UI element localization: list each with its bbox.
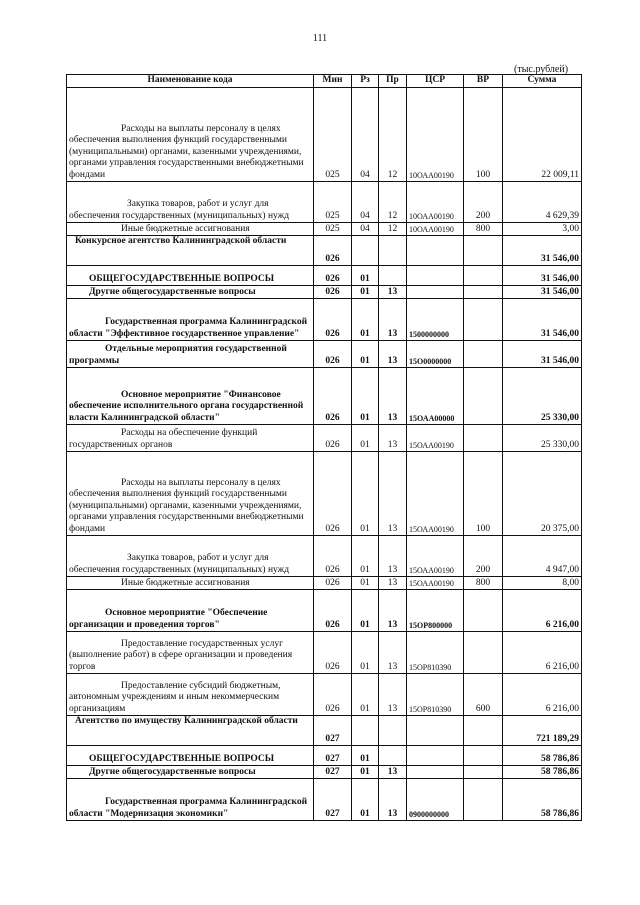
row-sum: 6 216,00 (503, 632, 582, 674)
row-pr: 13 (379, 766, 407, 779)
row-name: Другие общегосударственные вопросы (67, 766, 314, 779)
row-vr: 100 (464, 88, 503, 182)
table-row (67, 236, 582, 266)
row-vr (464, 299, 503, 341)
row-vr (464, 766, 503, 779)
row-name: Иные бюджетные ассигнования (67, 577, 314, 590)
row-name: ОБЩЕГОСУДАРСТВЕННЫЕ ВОПРОСЫ (67, 746, 314, 766)
row-rz: 01 (352, 425, 379, 452)
row-min: 026 (314, 577, 352, 590)
row-vr (464, 716, 503, 746)
row-csr: 15ОР810390 (407, 632, 464, 674)
row-sum: 20 375,00 (503, 452, 582, 536)
row-pr: 13 (379, 536, 407, 577)
row-sum: 31 546,00 (503, 299, 582, 341)
table-row (67, 368, 582, 425)
row-name: Расходы на обеспечение функций государственных органов (67, 425, 314, 452)
table-row (67, 286, 582, 299)
header-csr: ЦСР (407, 75, 464, 88)
row-csr: 0900000000 (407, 779, 464, 821)
row-min: 027 (314, 766, 352, 779)
row-name: Основное мероприятие "Финансовое обеспечение исполнительного органа государственной власти Калининградской области" (67, 368, 314, 425)
row-rz: 01 (352, 286, 379, 299)
row-pr: 13 (379, 590, 407, 632)
row-sum: 58 786,86 (503, 766, 582, 779)
row-vr (464, 632, 503, 674)
row-csr: 1500000000 (407, 299, 464, 341)
row-vr (464, 746, 503, 766)
row-vr (464, 236, 503, 266)
row-vr: 200 (464, 182, 503, 223)
row-min: 026 (314, 266, 352, 286)
row-sum: 721 189,29 (503, 716, 582, 746)
header-sum: Сумма (503, 75, 582, 88)
row-min: 026 (314, 590, 352, 632)
row-name: Государственная программа Калининградской области "Эффективное государственное управление" (67, 299, 314, 341)
header-name: Наименование кода (67, 75, 314, 88)
row-name: Закупка товаров, работ и услуг для обеспечения государственных (муниципальных) нужд (67, 536, 314, 577)
table-row (67, 223, 582, 236)
row-min: 027 (314, 746, 352, 766)
row-rz: 01 (352, 590, 379, 632)
row-sum: 6 216,00 (503, 674, 582, 716)
row-min: 026 (314, 536, 352, 577)
row-csr: 15ОР810390 (407, 674, 464, 716)
row-name: Государственная программа Калининградской области "Модернизация экономики" (67, 779, 314, 821)
row-csr: 10ОАА00190 (407, 182, 464, 223)
row-min: 026 (314, 425, 352, 452)
row-min: 026 (314, 368, 352, 425)
table-row (67, 590, 582, 632)
units-label: (тыс.рублей) (514, 64, 569, 75)
row-name: Отдельные мероприятия государственной программы (67, 341, 314, 368)
table-row (67, 266, 582, 286)
row-pr: 13 (379, 341, 407, 368)
row-min: 026 (314, 341, 352, 368)
row-sum: 6 216,00 (503, 590, 582, 632)
row-csr: 15ОАА00190 (407, 577, 464, 590)
row-csr: 15ОАА00000 (407, 368, 464, 425)
row-rz (352, 236, 379, 266)
row-csr (407, 766, 464, 779)
row-vr: 100 (464, 452, 503, 536)
row-csr: 15ОАА00190 (407, 425, 464, 452)
row-pr: 12 (379, 182, 407, 223)
table-row (67, 425, 582, 452)
row-rz: 01 (352, 536, 379, 577)
row-rz: 04 (352, 182, 379, 223)
row-min: 026 (314, 299, 352, 341)
row-sum: 58 786,86 (503, 746, 582, 766)
table-row (67, 674, 582, 716)
row-pr (379, 266, 407, 286)
row-csr: 10ОАА00190 (407, 223, 464, 236)
row-pr: 13 (379, 299, 407, 341)
row-vr: 600 (464, 674, 503, 716)
row-csr: 10ОАА00190 (407, 88, 464, 182)
table-row (67, 88, 582, 182)
row-pr: 12 (379, 88, 407, 182)
row-min: 026 (314, 632, 352, 674)
row-name: Конкурсное агентство Калининградской области (67, 236, 314, 266)
row-sum: 31 546,00 (503, 286, 582, 299)
row-min: 025 (314, 182, 352, 223)
row-min: 026 (314, 236, 352, 266)
row-pr: 13 (379, 632, 407, 674)
row-rz: 04 (352, 223, 379, 236)
row-pr: 13 (379, 674, 407, 716)
row-min: 025 (314, 88, 352, 182)
table-row (67, 341, 582, 368)
row-pr: 13 (379, 286, 407, 299)
table-header-row (67, 75, 582, 88)
row-vr: 800 (464, 577, 503, 590)
row-sum: 31 546,00 (503, 236, 582, 266)
row-pr: 12 (379, 223, 407, 236)
header-min: Мин (314, 75, 352, 88)
table-row (67, 182, 582, 223)
row-sum: 31 546,00 (503, 341, 582, 368)
row-name: Закупка товаров, работ и услуг для обеспечения государственных (муниципальных) нужд (67, 182, 314, 223)
row-sum: 25 330,00 (503, 368, 582, 425)
row-rz: 01 (352, 452, 379, 536)
row-sum: 4 629,39 (503, 182, 582, 223)
row-name: Предоставление государственных услуг (выполнение работ) в сфере организации и проведения торгов (67, 632, 314, 674)
row-vr (464, 341, 503, 368)
row-vr (464, 368, 503, 425)
row-csr: 15ОАА00190 (407, 452, 464, 536)
row-name: Агентство по имуществу Калининградской области (67, 716, 314, 746)
row-sum: 58 786,86 (503, 779, 582, 821)
row-min: 026 (314, 674, 352, 716)
row-rz: 04 (352, 88, 379, 182)
row-pr (379, 236, 407, 266)
row-min: 025 (314, 223, 352, 236)
header-pr: Пр (379, 75, 407, 88)
row-sum: 3,00 (503, 223, 582, 236)
row-rz (352, 716, 379, 746)
row-vr (464, 590, 503, 632)
row-rz: 01 (352, 779, 379, 821)
table-row (67, 536, 582, 577)
row-pr: 13 (379, 425, 407, 452)
row-rz: 01 (352, 632, 379, 674)
table-row (67, 779, 582, 821)
row-pr: 13 (379, 577, 407, 590)
row-rz: 01 (352, 299, 379, 341)
row-vr (464, 425, 503, 452)
row-rz: 01 (352, 368, 379, 425)
row-name: Другие общегосударственные вопросы (67, 286, 314, 299)
table-row (67, 452, 582, 536)
table-row (67, 577, 582, 590)
page-number: 111 (312, 33, 328, 44)
row-vr (464, 779, 503, 821)
row-name: Предоставление субсидий бюджетным, автономным учреждениям и иным некоммерческим организациям (67, 674, 314, 716)
row-rz: 01 (352, 766, 379, 779)
row-rz: 01 (352, 266, 379, 286)
row-vr: 200 (464, 536, 503, 577)
row-csr (407, 286, 464, 299)
row-sum: 25 330,00 (503, 425, 582, 452)
table-row (67, 632, 582, 674)
row-min: 027 (314, 716, 352, 746)
header-rz: Рз (352, 75, 379, 88)
row-rz: 01 (352, 577, 379, 590)
table-row (67, 746, 582, 766)
row-min: 026 (314, 452, 352, 536)
row-pr (379, 716, 407, 746)
row-csr (407, 266, 464, 286)
table-row (67, 716, 582, 746)
row-min: 027 (314, 779, 352, 821)
row-pr (379, 746, 407, 766)
header-vr: ВР (464, 75, 503, 88)
row-name: Расходы на выплаты персоналу в целях обеспечения выполнения функций государственными (муниципальными) органами, казенными учреждениями, органами управления государственными внебюджетными фондами (67, 452, 314, 536)
row-csr (407, 746, 464, 766)
row-vr (464, 286, 503, 299)
row-sum: 4 947,00 (503, 536, 582, 577)
row-sum: 8,00 (503, 577, 582, 590)
row-rz: 01 (352, 746, 379, 766)
table-row (67, 299, 582, 341)
budget-table (66, 74, 582, 821)
row-name: Иные бюджетные ассигнования (67, 223, 314, 236)
row-name: Основное мероприятие "Обеспечение организации и проведения торгов" (67, 590, 314, 632)
row-sum: 22 009,11 (503, 88, 582, 182)
row-name: ОБЩЕГОСУДАРСТВЕННЫЕ ВОПРОСЫ (67, 266, 314, 286)
row-pr: 13 (379, 779, 407, 821)
row-vr (464, 266, 503, 286)
row-min: 026 (314, 286, 352, 299)
row-csr (407, 716, 464, 746)
row-csr (407, 236, 464, 266)
row-rz: 01 (352, 674, 379, 716)
row-vr: 800 (464, 223, 503, 236)
row-rz: 01 (352, 341, 379, 368)
row-sum: 31 546,00 (503, 266, 582, 286)
row-csr: 15ОР800000 (407, 590, 464, 632)
row-name: Расходы на выплаты персоналу в целях обеспечения выполнения функций государственными (муниципальными) органами, казенными учреждениями, органами управления государственными внебюджетными фондами (67, 88, 314, 182)
row-csr: 15О0000000 (407, 341, 464, 368)
row-pr: 13 (379, 452, 407, 536)
table-row (67, 766, 582, 779)
row-pr: 13 (379, 368, 407, 425)
row-csr: 15ОАА00190 (407, 536, 464, 577)
